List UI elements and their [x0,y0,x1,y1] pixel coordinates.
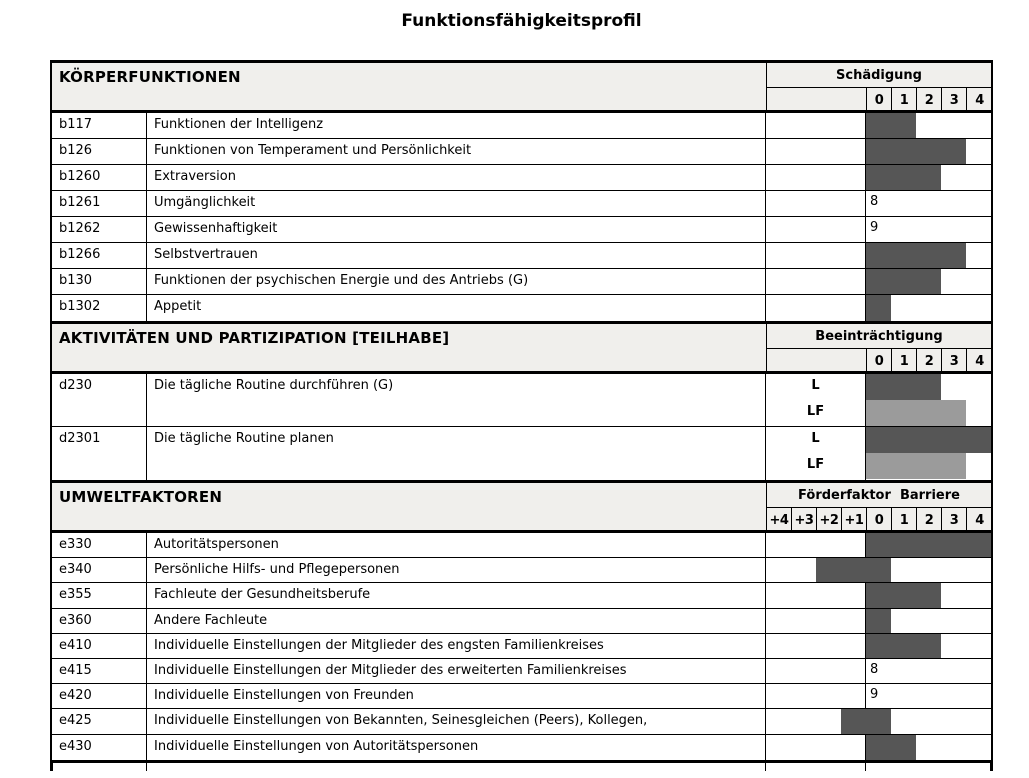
column-stub [990,763,991,771]
row-code: d230 [52,374,147,426]
column-stub [52,763,53,771]
row-code: b1302 [52,295,147,321]
row-code: e430 [52,735,147,760]
scale-cell: 3 [942,349,967,373]
rating-value: 9 [870,687,879,703]
rating-zone [766,269,991,294]
section-header [52,483,991,533]
row-label: Funktionen der psychischen Energie und des Antriebs (G) [147,269,766,294]
row-code: b1262 [52,217,147,242]
row-label: Gewissenhaftigkeit [147,217,766,242]
qualifier-scale [767,349,991,373]
scale-cell: 1 [892,88,917,112]
row-label: Andere Fachleute [147,609,766,633]
row-code: e330 [52,533,147,557]
scale-cell: 2 [917,349,942,373]
rating-bar [866,634,941,658]
rating-zone [766,243,991,268]
scale-cell: 0 [867,349,892,373]
rating-zone [766,558,991,582]
qualifier-label: LF [806,404,825,419]
scale-cell: 4 [975,92,984,108]
section-title: UMWELTFAKTOREN [59,488,223,506]
table-row [52,659,991,684]
scale-cell: 1 [892,508,917,532]
row-label: Individuelle Einstellungen von Freunden [147,684,766,708]
rating-zone [766,139,991,164]
row-label: Extraversion [147,165,766,190]
rating-zone [766,427,991,480]
scale-cell: 0 [867,88,892,112]
rating-bar [866,400,966,426]
row-label: Individuelle Einstellungen der Mitglieder des erweiterten Familienkreises [147,659,766,683]
row-code: b117 [52,113,147,138]
column-stub [765,763,766,771]
qualifier-title: Beeinträchtigung [767,324,991,349]
table-row [52,735,991,760]
row-label: Funktionen der Intelligenz [147,113,766,138]
scale-cell: +3 [792,508,817,532]
rating-value: 8 [870,661,879,677]
table-row [52,217,991,243]
rating-zone [766,709,991,733]
section-header [52,324,991,374]
scale-cell: 4 [975,353,984,369]
table-row [52,191,991,217]
profile-table [50,60,993,771]
table-row [52,427,991,480]
rating-bar [866,243,966,268]
rating-bar [866,269,941,294]
scale-cell: 0 [867,508,892,532]
rating-bar [866,453,966,479]
qualifier-scale [767,508,991,532]
rating-zone [766,583,991,607]
scale-cell: +2 [817,508,842,532]
table-row [52,634,991,659]
row-label: Die tägliche Routine planen [147,427,766,480]
rating-value: 8 [870,194,879,209]
row-code: d2301 [52,427,147,480]
table-row [52,139,991,165]
qualifier-header [766,63,991,113]
scale-cell: 2 [917,88,942,112]
section-body [52,533,991,763]
rating-zone [766,634,991,658]
scale-cell: +1 [842,508,867,532]
zone-divider [865,217,866,242]
row-code: e360 [52,609,147,633]
qualifier-header [766,483,991,533]
zone-divider [865,191,866,216]
row-code: b1266 [52,243,147,268]
rating-zone [766,609,991,633]
rating-value: 9 [870,220,879,235]
rating-zone [766,533,991,557]
table-row [52,269,991,295]
qualifier-scale [767,88,991,112]
table-row [52,609,991,634]
row-code: b1261 [52,191,147,216]
zone-divider [865,684,866,708]
scale-cell: +4 [767,508,792,532]
section-header [52,63,991,113]
row-code: b130 [52,269,147,294]
zone-divider [865,659,866,683]
rating-bar [866,374,941,400]
rating-bar [816,558,891,582]
row-label: Appetit [147,295,766,321]
row-code: e410 [52,634,147,658]
rating-bar [866,735,916,760]
row-code: e340 [52,558,147,582]
qualifier-label: L [811,431,820,446]
rating-zone [766,684,991,708]
row-code: e425 [52,709,147,733]
rating-bar [866,139,966,164]
rating-zone [766,735,991,760]
rating-zone [766,217,991,242]
row-label: Fachleute der Gesundheitsberufe [147,583,766,607]
scale-cell: 4 [975,512,984,528]
row-label: Individuelle Einstellungen von Autoritätspersonen [147,735,766,760]
section-body [52,374,991,483]
rating-bar [866,533,991,557]
row-label: Individuelle Einstellungen der Mitglieder des engsten Familienkreises [147,634,766,658]
table-row [52,165,991,191]
section-title: AKTIVITÄTEN UND PARTIZIPATION [TEILHABE] [59,329,450,347]
page-title: Funktionsfähigkeitsprofil [401,11,642,31]
rating-bar [866,609,891,633]
rating-zone [766,374,991,426]
scale-cell: 3 [942,508,967,532]
rating-zone [766,659,991,683]
scale-cell: 3 [942,88,967,112]
rating-bar [866,295,891,321]
table-row [52,583,991,608]
rating-zone [766,191,991,216]
column-stub [146,763,147,771]
rating-bar [841,709,891,733]
table-row [52,374,991,427]
row-label: Umgänglichkeit [147,191,766,216]
rating-zone [766,165,991,190]
row-label: Autoritätspersonen [147,533,766,557]
row-code: e415 [52,659,147,683]
qualifier-header [766,324,991,374]
table-row [52,558,991,583]
table-row [52,684,991,709]
scale-cell: 1 [892,349,917,373]
row-label: Selbstvertrauen [147,243,766,268]
row-label: Individuelle Einstellungen von Bekannten, Seinesgleichen (Peers), Kollegen, [147,709,766,733]
table-row [52,533,991,558]
row-code: e355 [52,583,147,607]
qualifier-title: Schädigung [767,63,991,88]
row-label: Die tägliche Routine durchführen (G) [147,374,766,426]
table-row [52,113,991,139]
rating-zone [766,113,991,138]
qualifier-title: Förderfaktor Barriere [767,483,991,508]
row-label: Persönliche Hilfs- und Pflegepersonen [147,558,766,582]
scale-spacer [767,88,867,112]
row-code: e420 [52,684,147,708]
qualifier-label: L [811,378,820,393]
section-body [52,113,991,324]
column-stub [865,763,866,771]
row-label: Funktionen von Temperament und Persönlichkeit [147,139,766,164]
rating-zone [766,295,991,321]
table-row [52,709,991,734]
rating-bar [866,113,916,138]
table-row [52,295,991,321]
section-title: KÖRPERFUNKTIONEN [59,68,241,86]
rating-bar [866,165,941,190]
row-code: b126 [52,139,147,164]
row-code: b1260 [52,165,147,190]
rating-bar [866,583,941,607]
scale-cell: 2 [917,508,942,532]
qualifier-label: LF [806,457,825,472]
table-row [52,243,991,269]
rating-bar [866,427,991,453]
partial-row [52,763,991,771]
scale-spacer [767,349,867,373]
